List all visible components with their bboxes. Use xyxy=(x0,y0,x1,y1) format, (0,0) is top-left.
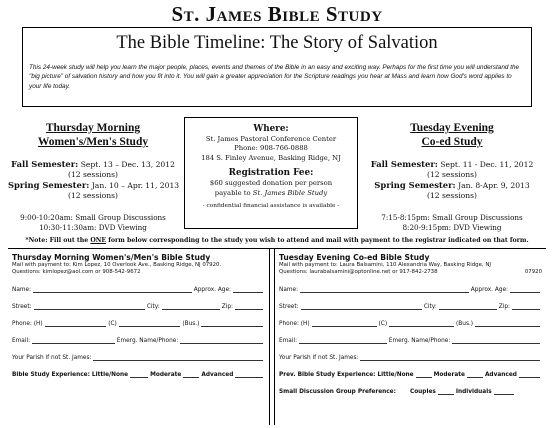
phone-home-field[interactable] xyxy=(312,321,377,327)
email-field[interactable] xyxy=(32,338,115,344)
approx-age-label: Approx. Age: xyxy=(193,286,231,293)
street-label: Street: xyxy=(279,303,299,310)
financial-assistance-note: - confidential financial assistance is available - xyxy=(202,203,340,210)
registration-forms xyxy=(8,248,546,424)
tuesday-fall-sessions: (12 sessions) xyxy=(427,170,477,179)
experience-moderate-label: Moderate xyxy=(433,371,465,378)
where-heading: Where: xyxy=(253,124,289,134)
parish-label: Your Parish if not St. James: xyxy=(12,354,92,361)
experience-moderate-field[interactable] xyxy=(183,372,199,378)
fee-payee: payable to St. James Bible Study xyxy=(214,188,328,197)
experience-advanced-field[interactable] xyxy=(519,372,540,378)
experience-advanced-label: Advanced xyxy=(484,371,517,378)
tuesday-form-questions: Questions: laurabalsamini@optonline.net or 917-842-2738 07920 xyxy=(279,269,542,276)
tuesday-schedule-dvd: 8:20-9:15pm: DVD Viewing xyxy=(402,222,502,232)
zip-label: Zip: xyxy=(221,303,233,310)
group-preference-label: Small Discussion Group Preference: xyxy=(279,388,396,395)
thursday-form-questions: Questions: kimlopez@aol.com or 908-542-9672 xyxy=(12,269,141,276)
email-field[interactable] xyxy=(299,338,387,344)
city-field[interactable] xyxy=(439,304,497,310)
individuals-label: Individuals xyxy=(455,388,492,395)
emergency-contact-label: Emerg. Name/Phone: xyxy=(388,337,451,344)
experience-advanced-label: Advanced xyxy=(201,371,234,378)
phone-cell-field[interactable] xyxy=(119,321,181,327)
thursday-fall-sessions: (12 sessions) xyxy=(68,170,118,179)
thursday-spring-sessions: (12 sessions) xyxy=(68,191,118,200)
phone-home-label: Phone: (H) xyxy=(279,320,310,327)
phone-home-field[interactable] xyxy=(45,321,107,327)
phone-cell-field[interactable] xyxy=(389,321,454,327)
street-label: Street: xyxy=(12,303,32,310)
location-box xyxy=(184,117,358,229)
phone-home-label: Phone: (H) xyxy=(12,320,43,327)
experience-little-field[interactable] xyxy=(130,372,148,378)
thursday-registration-form xyxy=(8,249,270,425)
email-label: Email: xyxy=(279,337,298,344)
fee-amount: $60 suggested donation per person xyxy=(209,179,333,188)
phone-business-label: (Bus.) xyxy=(456,320,474,327)
thursday-title: Thursday Morning Women's/Men's Study xyxy=(37,122,149,148)
fee-heading: Registration Fee: xyxy=(228,168,314,179)
study-description: This 24-week study will help you learn the major people, places, events and themes of the Bible in an easy and exciting way. Perhaps for the first time you will understand the "big picture" of salvation history and how you fit into it. You will gain a greater appreciation for the Scripture readings you hear at Mass and learn how God's word applies to your life today. xyxy=(29,64,520,90)
name-field[interactable] xyxy=(300,287,469,293)
zip-field[interactable] xyxy=(512,304,540,310)
city-field[interactable] xyxy=(162,304,220,310)
zip-field[interactable] xyxy=(235,304,263,310)
experience-moderate-label: Moderate xyxy=(150,371,182,378)
thursday-schedule-discussion: 9:00-10:20am: Small Group Discussions xyxy=(20,213,166,222)
name-field[interactable] xyxy=(33,287,192,293)
parish-field[interactable] xyxy=(360,355,540,361)
tuesday-form-mail-to: Mail with payment to: Laura Balsamini, 110 Alexandria Way, Basking Ridge, NJ xyxy=(279,262,491,268)
street-field[interactable] xyxy=(301,304,422,310)
phone-cell-label: (C) xyxy=(108,320,117,327)
tuesday-title: Tuesday Evening Co-ed Study xyxy=(410,122,494,148)
tuesday-spring-sessions: (12 sessions) xyxy=(427,191,477,200)
experience-moderate-field[interactable] xyxy=(467,372,483,378)
city-label: City: xyxy=(146,303,160,310)
tuesday-form-zip-code: 07920 xyxy=(524,269,542,276)
form-instructions-note: *Note: Fill out the ONE form below corresponding to the study you wish to attend and mail with payment to the registrar indicated on that form. xyxy=(25,237,529,244)
experience-label: Bible Study Experience: Little/None xyxy=(12,371,129,378)
tuesday-registration-form xyxy=(274,249,546,425)
tuesday-spring-semester: Spring Semester: Jan. 8-Apr. 9, 2013 xyxy=(374,180,530,190)
parish-field[interactable] xyxy=(93,355,263,361)
name-label: Name: xyxy=(279,286,299,293)
organization-title: St. James Bible Study xyxy=(171,2,383,26)
title-box xyxy=(22,27,532,107)
email-label: Email: xyxy=(12,337,31,344)
emergency-contact-label: Emerg. Name/Phone: xyxy=(116,337,179,344)
location-phone: Phone: 908-766-0888 xyxy=(234,144,308,153)
approx-age-field[interactable] xyxy=(510,287,540,293)
phone-business-field[interactable] xyxy=(475,321,540,327)
experience-little-field[interactable] xyxy=(416,372,432,378)
zip-label: Zip: xyxy=(498,303,510,310)
emergency-contact-field[interactable] xyxy=(180,338,263,344)
tuesday-fall-semester: Fall Semester: Sept. 11 - Dec. 11, 2012 xyxy=(370,159,534,169)
parish-label: Your Parish if not St. James: xyxy=(279,354,359,361)
main-title: The Bible Timeline: The Story of Salvation xyxy=(116,33,438,53)
street-field[interactable] xyxy=(34,304,145,310)
tuesday-form-title: Tuesday Evening Co-ed Bible Study xyxy=(279,253,430,262)
thursday-schedule-dvd: 10:30-11:30am: DVD Viewing xyxy=(39,222,147,232)
location-name: St. James Pastoral Conference Center xyxy=(205,135,337,143)
approx-age-field[interactable] xyxy=(233,287,263,293)
name-label: Name: xyxy=(12,286,32,293)
experience-advanced-field[interactable] xyxy=(235,372,263,378)
couples-label: Couples xyxy=(409,388,436,395)
thursday-spring-semester: Spring Semester: Jan. 10 – Apr. 11, 2013 xyxy=(8,180,180,190)
thursday-form-mail-to: Mail with payment to: Kim Lopez, 10 Overlook Ave., Basking Ridge, NJ 07920. xyxy=(12,262,222,268)
phone-cell-label: (C) xyxy=(378,320,388,327)
thursday-fall-semester: Fall Semester: Sept. 13 – Dec. 13, 2012 xyxy=(11,159,175,169)
experience-label: Prev. Bible Study Experience: Little/None xyxy=(279,371,414,378)
couples-field[interactable] xyxy=(438,389,454,395)
thursday-form-title: Thursday Morning Women's/Men's Bible Study xyxy=(12,253,211,262)
individuals-field[interactable] xyxy=(494,389,514,395)
tuesday-study-info xyxy=(362,121,542,232)
location-address: 184 S. Finley Avenue, Basking Ridge, NJ xyxy=(201,153,341,162)
tuesday-schedule-discussion: 7:15-8:15pm: Small Group Discussions xyxy=(381,213,523,222)
phone-business-field[interactable] xyxy=(201,321,263,327)
phone-business-label: (Bus.) xyxy=(182,320,200,327)
emergency-contact-field[interactable] xyxy=(452,338,540,344)
city-label: City: xyxy=(423,303,437,310)
approx-age-label: Approx. Age: xyxy=(470,286,508,293)
thursday-study-info xyxy=(8,121,178,232)
